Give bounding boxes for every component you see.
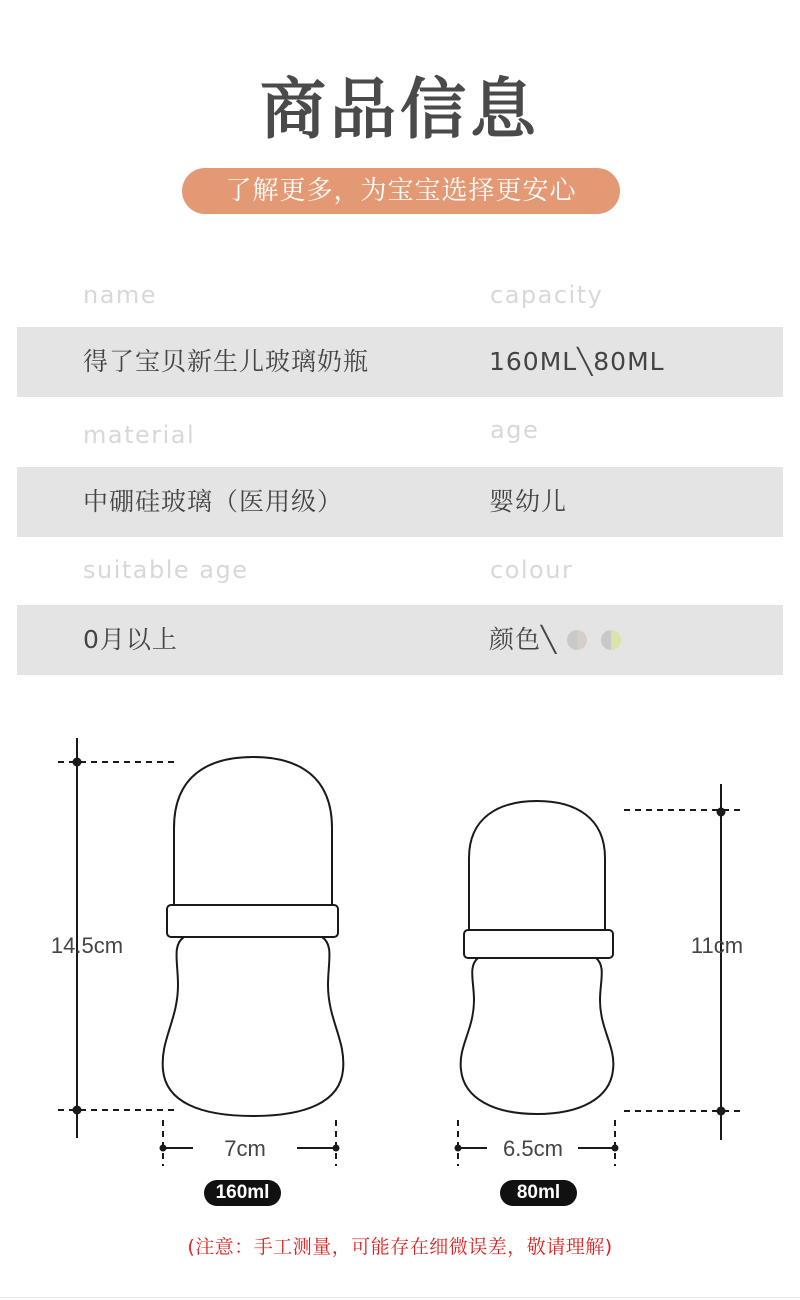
half-grey-beige-dot-icon [567,630,587,650]
spec-value-age: 婴幼儿 [489,487,568,516]
small-width-text: 6.5cm [503,1136,563,1161]
bottle-outline-illustration [0,720,800,1220]
size-diagram [0,720,800,1220]
small-width-right-marker [612,1145,619,1152]
spec-label-colour: colour [490,556,574,584]
spec-label-age: age [490,416,540,444]
small-bottom-marker [717,1107,726,1116]
spec-label-suitable-age: suitable age [83,556,249,584]
large-top-marker [73,758,82,767]
small-bottle-body [461,958,614,1114]
spec-value-capacity: 160ML╲80ML [489,347,665,376]
large-bottom-marker [73,1106,82,1115]
half-grey-lime-dot-icon [601,630,621,650]
page-title: 商品信息 [260,71,540,148]
small-bottle-cap [469,801,605,930]
spec-row-suitable-age [17,605,783,675]
colour-text: 颜色╲ [489,625,558,654]
measurement-note: (注意：手工测量，可能存在细微误差，敬请理解) [187,1236,613,1258]
small-height-text: 11cm [690,933,744,958]
large-width-right-marker [333,1145,340,1152]
large-bottle-collar [167,905,338,937]
small-width-left-marker [455,1145,462,1152]
spec-label-name: name [83,281,158,309]
bottom-divider [0,1297,800,1298]
spec-row-name [17,327,783,397]
capacity-badge-160ml: 160ml [204,1180,281,1206]
spec-value-name: 得了宝贝新生儿玻璃奶瓶 [83,347,370,376]
spec-value-suitable-age: 0月以上 [83,625,178,654]
spec-label-material: material [83,421,196,449]
spec-row-material [17,467,783,537]
large-width-text: 7cm [224,1136,266,1161]
spec-value-material: 中硼硅玻璃（医用级） [83,487,344,516]
large-height-text: 14.5cm [50,933,124,958]
large-bottle-cap [174,757,332,905]
large-bottle-body [163,937,344,1116]
capacity-badge-80ml: 80ml [500,1180,577,1206]
small-top-marker [717,808,726,817]
small-bottle-collar [464,930,613,958]
spec-label-capacity: capacity [490,281,604,309]
large-width-left-marker [160,1145,167,1152]
subtitle-banner: 了解更多，为宝宝选择更安心 [182,168,620,214]
spec-value-colour [489,605,621,675]
